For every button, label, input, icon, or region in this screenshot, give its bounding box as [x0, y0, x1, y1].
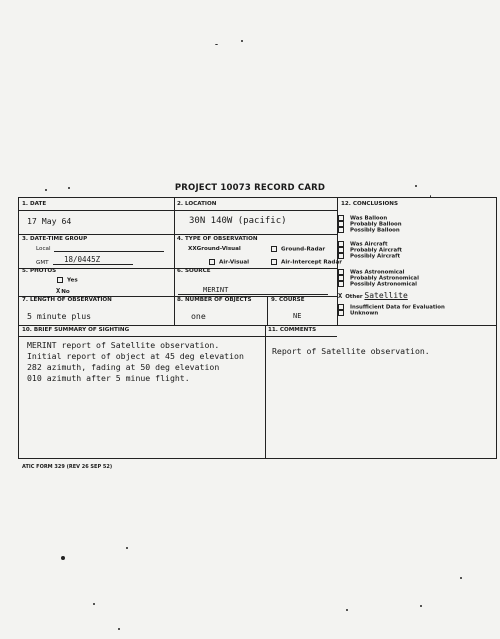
air-visual-option: Air-Visual: [209, 259, 249, 266]
gmt-label: GMT: [36, 260, 49, 266]
conclusion-was-astronomical: Was Astronomical: [338, 269, 404, 276]
record-card: [18, 197, 497, 459]
scan-speck: [241, 40, 243, 42]
scan-speck: [460, 577, 462, 579]
comments-value: Report of Satellite observation.: [272, 346, 430, 356]
scan-speck: [215, 44, 218, 45]
other-mark: X: [338, 292, 343, 300]
ground-radar-option: Ground-Radar: [271, 246, 325, 253]
photos-label: 5. PHOTOS: [22, 268, 57, 274]
dtg-label: 3. DATE-TIME GROUP: [22, 236, 88, 242]
form-footer: ATIC FORM 329 (REV 26 SEP 52): [22, 464, 113, 470]
scan-speck: [93, 603, 95, 605]
conclusion-probably-astronomical: Probably Astronomical: [338, 275, 419, 282]
objects-value: one: [191, 311, 206, 321]
summary-line: 010 azimuth after 5 minue flight.: [27, 373, 190, 383]
comments-label: 11. COMMENTS: [268, 327, 317, 333]
course-value: NE: [293, 312, 302, 320]
conclusion-other: X Other Satellite: [338, 291, 408, 300]
length-value: 5 minute plus: [27, 311, 92, 321]
air-intercept-option: Air-Intercept Radar: [271, 259, 342, 266]
conclusion-probably-aircraft: Probably Aircraft: [338, 247, 402, 254]
card-title: PROJECT 10073 RECORD CARD: [174, 183, 326, 193]
local-label: Local: [36, 246, 51, 252]
course-label: 9. COURSE: [271, 297, 305, 303]
conclusion-possibly-balloon: Possibly Balloon: [338, 227, 400, 234]
photos-yes-option: Yes: [57, 277, 78, 284]
air-intercept-checkbox[interactable]: [271, 259, 277, 265]
photos-no-option: XNo: [56, 287, 70, 295]
conclusion-was-balloon: Was Balloon: [338, 215, 387, 222]
conclusion-checkbox[interactable]: [338, 227, 344, 233]
length-label: 7. LENGTH OF OBSERVATION: [22, 297, 112, 303]
ground-radar-checkbox[interactable]: [271, 246, 277, 252]
scan-speck: [61, 556, 65, 560]
conclusion-unknown: Unknown: [338, 310, 378, 317]
summary-line: Initial report of object at 45 deg elevation: [27, 351, 244, 361]
location-value: 30N 140W (pacific): [189, 216, 287, 226]
scan-speck: [126, 547, 128, 549]
conclusion-checkbox[interactable]: [338, 310, 344, 316]
conclusion-checkbox[interactable]: [338, 253, 344, 259]
summary-line: MERINT report of Satellite observation.: [27, 340, 220, 350]
date-label: 1. DATE: [22, 201, 47, 207]
scan-speck: [346, 609, 348, 611]
observation-type-label: 4. TYPE OF OBSERVATION: [177, 236, 258, 242]
summary-label: 10. BRIEF SUMMARY OF SIGHTING: [22, 327, 130, 333]
conclusions-label: 12. CONCLUSIONS: [341, 201, 398, 207]
scan-speck: [420, 605, 422, 607]
source-label: 6. SOURCE: [177, 268, 211, 274]
summary-line: 282 azimuth, fading at 50 deg elevation: [27, 362, 220, 372]
conclusion-insufficient-data: Insufficient Data for Evaluation: [338, 304, 445, 311]
source-value: MERINT: [203, 286, 229, 294]
conclusion-checkbox[interactable]: [338, 281, 344, 287]
conclusion-was-aircraft: Was Aircraft: [338, 241, 388, 248]
conclusion-probably-balloon: Probably Balloon: [338, 221, 402, 228]
other-value: Satellite: [364, 291, 408, 300]
air-visual-checkbox[interactable]: [209, 259, 215, 265]
conclusion-possibly-astronomical: Possibly Astronomical: [338, 281, 417, 288]
gmt-value: 18/0445Z: [64, 255, 101, 264]
photos-no-mark: X: [56, 287, 61, 295]
objects-label: 8. NUMBER OF OBJECTS: [177, 297, 252, 303]
ground-visual-option: XXGround-Visual: [188, 246, 241, 252]
date-value: 17 May 64: [27, 216, 72, 226]
photos-yes-checkbox[interactable]: [57, 277, 63, 283]
scan-speck: [118, 628, 120, 630]
conclusion-possibly-aircraft: Possibly Aircraft: [338, 253, 400, 260]
location-label: 2. LOCATION: [177, 201, 217, 207]
